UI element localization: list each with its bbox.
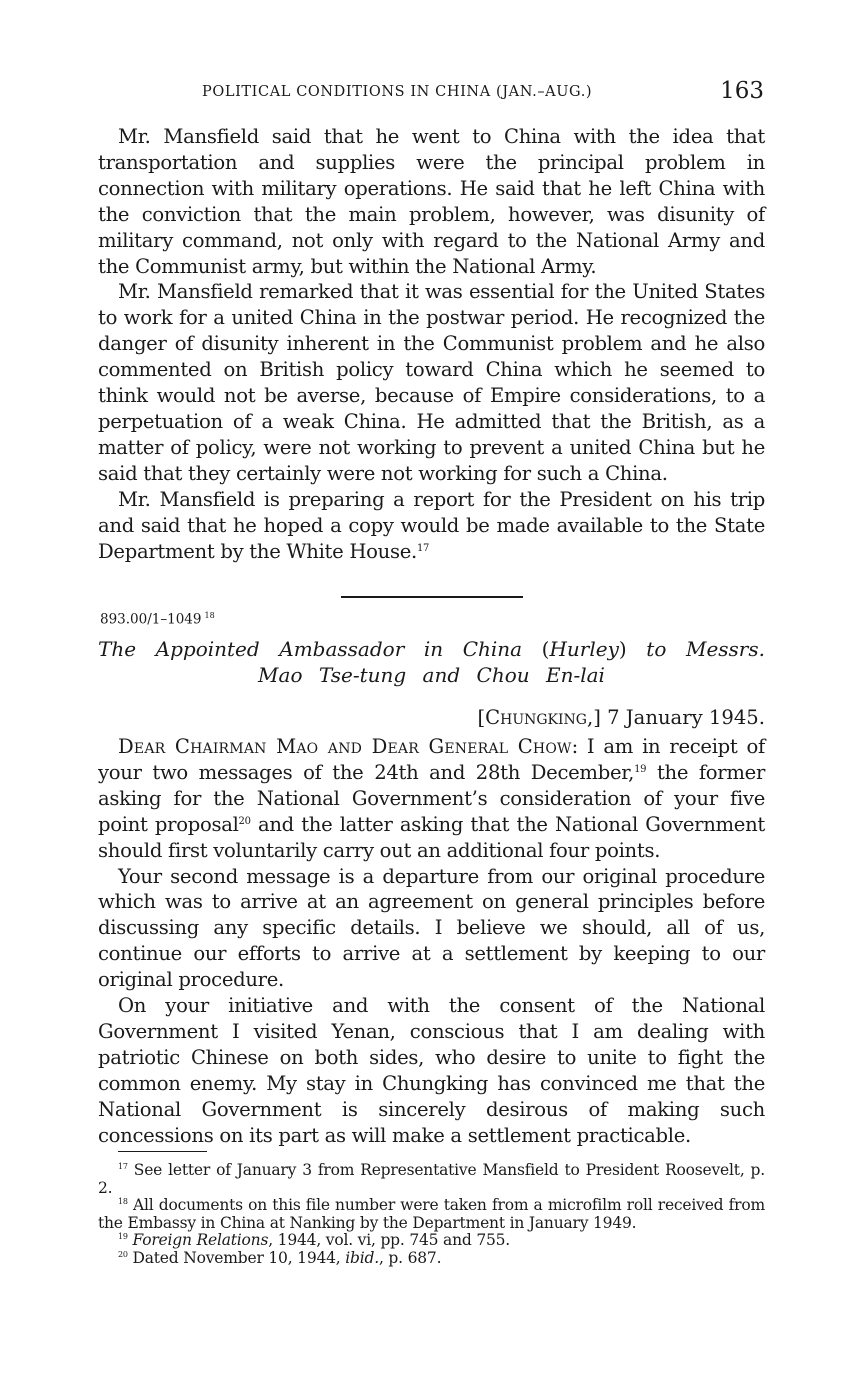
document-heading xyxy=(98,636,765,688)
paragraph: Mr. Mansfield remarked that it was essential for the United States to work for a united China in the postwar period. He recognized the danger of disunity inherent in the Communist problem and he also commented on British policy toward China which he seemed to think would not be averse, because of Empire considerations, to a perpetuation of a weak China. He admitted that the British, as a matter of policy, were not working to prevent a united China but he said that they certainly were not working for such a China. xyxy=(98,280,765,485)
footnote-ref: 20 xyxy=(238,815,251,827)
section-divider xyxy=(341,596,523,598)
footnote-ibid: ibid. xyxy=(345,1248,379,1267)
footnote-number: 19 xyxy=(118,1232,128,1242)
paragraph-text: : I am in receipt of your two messages of the 24th and 28th December, xyxy=(98,735,765,784)
footnotes xyxy=(98,1162,765,1268)
heading-name: Hurley xyxy=(549,637,619,661)
heading-paren-close: ) xyxy=(618,637,627,661)
running-header xyxy=(98,78,764,110)
footnote-ref: 17 xyxy=(416,542,430,554)
footnote-text: See letter of January 3 from Representative Mansfield to President Roosevelt, p. 2. xyxy=(98,1161,765,1197)
salutation: Dear Chairman Mao and Dear General Chow xyxy=(118,735,572,758)
footnote-number: 20 xyxy=(118,1249,128,1259)
heading-pre: The Appointed Ambassador in China xyxy=(98,637,542,661)
paragraph-text: the former asking for the National Government’s consideration of your five point proposal xyxy=(98,760,766,836)
footnote xyxy=(98,1162,765,1197)
paragraph-text: Mr. Mansfield is preparing a report for the President on his trip and said that he hoped a copy would be made available to the State Department by the White House. xyxy=(98,487,765,563)
footnote-text: , p. 687. xyxy=(378,1248,442,1267)
dateline-place: [Chungking,] xyxy=(477,706,601,729)
heading-post: to Messrs. Mao Tse-tung and Chou En-lai xyxy=(258,637,765,687)
dateline xyxy=(477,706,765,729)
paragraph: Mr. Mansfield said that he went to China with the idea that transportation and supplies were the principal problem in connection with military operations. He said that he left China with the conviction that the main problem, however, was disunity of military command, not only with regard to the National Army and the Communist army, but within the National Army. xyxy=(98,125,765,278)
paragraph: Your second message is a departure from our original procedure which was to arrive at an agreement on general principles before discussing any specific details. I believe we should, all of us, continue our efforts to arrive at a settlement by keeping to our original procedure. xyxy=(98,864,765,992)
file-number xyxy=(100,611,215,628)
footnote-number: 18 xyxy=(118,1197,128,1207)
running-title: POLITICAL CONDITIONS IN CHINA (JAN.–AUG.) xyxy=(202,84,593,100)
paragraph xyxy=(98,734,765,864)
footnote-title: Foreign Relations xyxy=(127,1231,269,1250)
heading-paren-open: ( xyxy=(541,637,550,661)
footnote-text: All documents on this file number were taken from a microfilm roll received from the Embassy in China at Nanking by the Department in January 1949. xyxy=(98,1196,765,1232)
footnote-text: Dated November 10, 1944, xyxy=(127,1248,346,1267)
file-number-text: 893.00/1–1049 xyxy=(100,611,202,628)
footnote-number: 17 xyxy=(118,1162,128,1171)
paragraph xyxy=(98,487,765,565)
paragraph: On your initiative and with the consent of the National Government I visited Yenan, conscious that I am dealing with patriotic Chinese on both sides, who desire to unite to fight the common enemy. My stay in Chungking has convinced me that the National Government is sincerely desirous of making such concessions on its part as will make a settlement practicable. xyxy=(98,994,765,1147)
letter-body xyxy=(98,734,765,1149)
footnote-text: , 1944, vol. vi, pp. 745 and 755. xyxy=(268,1231,511,1250)
footnote-ref: 18 xyxy=(204,611,215,620)
footnote xyxy=(98,1232,765,1250)
footnote-ref: 19 xyxy=(634,763,647,775)
paragraph-text: and the latter asking that the National Government should first voluntarily carry out an additional four points. xyxy=(98,812,765,862)
page-number: 163 xyxy=(720,78,764,104)
dateline-date: 7 January 1945. xyxy=(600,706,765,729)
mansfield-memo-section xyxy=(98,124,765,564)
footnote xyxy=(98,1250,765,1268)
footnote-divider xyxy=(118,1151,207,1152)
footnote xyxy=(98,1197,765,1232)
